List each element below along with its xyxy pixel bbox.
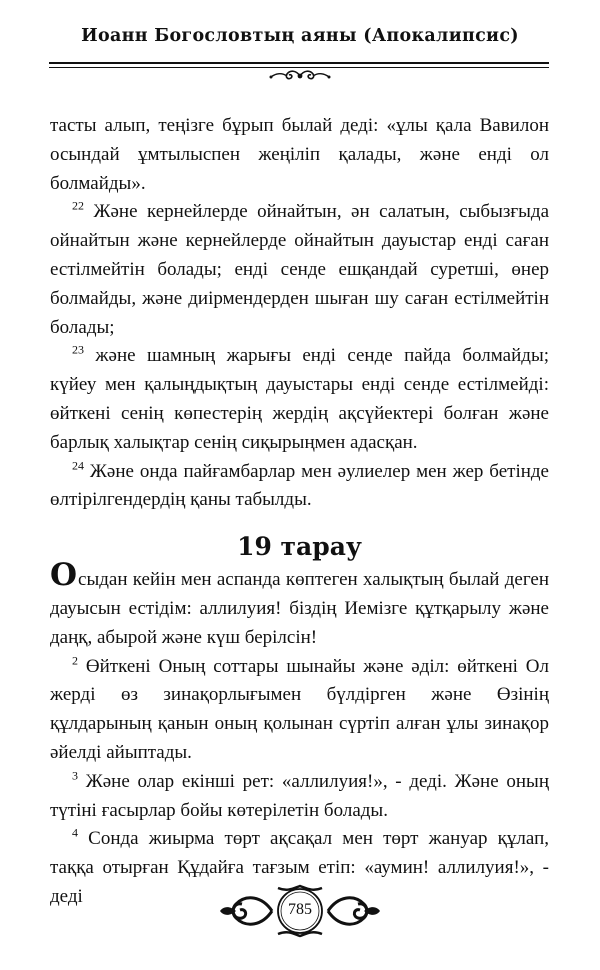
verse-number: 3 (72, 768, 78, 783)
verse-text: Және кернейлерде ойнайтын, ән салатын, сыбызғыда ойнайтын және кернейлерде ойнайтын дауыстар енді саған естілмейтін болады; енді сенде ешқандай суретші, өнер болмайды, және диірмендерден шыған шу саған естілмейтін болады; (50, 201, 549, 338)
verse-24 (50, 458, 549, 516)
verse-text: Өйткені Оның соттары шынайы және әділ: өйткені Ол жерді өз зинақорлығымен бүлдірген және Өзінің құлдарының қанын оның қолынан сүртіп алған ұлы зинақор әйелді айыптады. (50, 655, 549, 763)
chapter-first-paragraph (50, 557, 549, 652)
verse-2 (50, 653, 549, 768)
verse-3 (50, 768, 549, 826)
verse-number: 23 (72, 343, 84, 358)
verse-number: 2 (72, 653, 78, 668)
verse-text: Және олар екінші рет: «аллилуия!», - деді. Және оның түтіні ғасырлар бойы көтерілетін болады. (50, 770, 549, 821)
body-text (50, 112, 549, 912)
verse-text: және шамның жарығы енді сенде пайда болмайды; күйеу мен қалыңдықтың дауыстары енді сенде естілмейді: өйткені сенің көпестерің жердің ақсүйектері болған және барлық халықтар сенің сиқырыңмен адасқан. (50, 345, 549, 453)
header-rule-thick (49, 62, 549, 64)
flourish-ornament-icon (265, 66, 335, 86)
paragraph-text: сыдан кейін мен аспанда көптеген халықтың былай деген дауысын естідім: аллилуия! біздің Иемізге құтқарылу және даңқ, абырой және күш берілсін! (50, 569, 549, 648)
verse-text: Және онда пайғамбарлар мен әулиелер мен жер бетінде өлтірілгендердің қаны табылды. (50, 460, 549, 511)
drop-cap: О (50, 557, 78, 594)
verse-22 (50, 198, 549, 342)
verse-23 (50, 342, 549, 457)
verse-number: 22 (72, 199, 84, 214)
verse-number: 24 (72, 458, 84, 473)
running-header: Иоанн Богословтың аяны (Апокалипсис) (81, 26, 519, 46)
chapter-title: 19 тарау (237, 532, 362, 562)
page-number: 785 (288, 901, 312, 918)
verse-text: Сонда жиырма төрт ақсақал мен төрт жануар құлап, таққа отырған Құдайға тағзым етіп: «аумин! аллилуия!», - деді (50, 828, 549, 907)
paragraph-continuation: тасты алып, теңізге бұрып былай деді: «ұлы қала Вавилон осындай ұмтылыспен жеңіліп қалады, және енді ол болмайды». (50, 115, 549, 194)
verse-number: 4 (72, 826, 78, 840)
